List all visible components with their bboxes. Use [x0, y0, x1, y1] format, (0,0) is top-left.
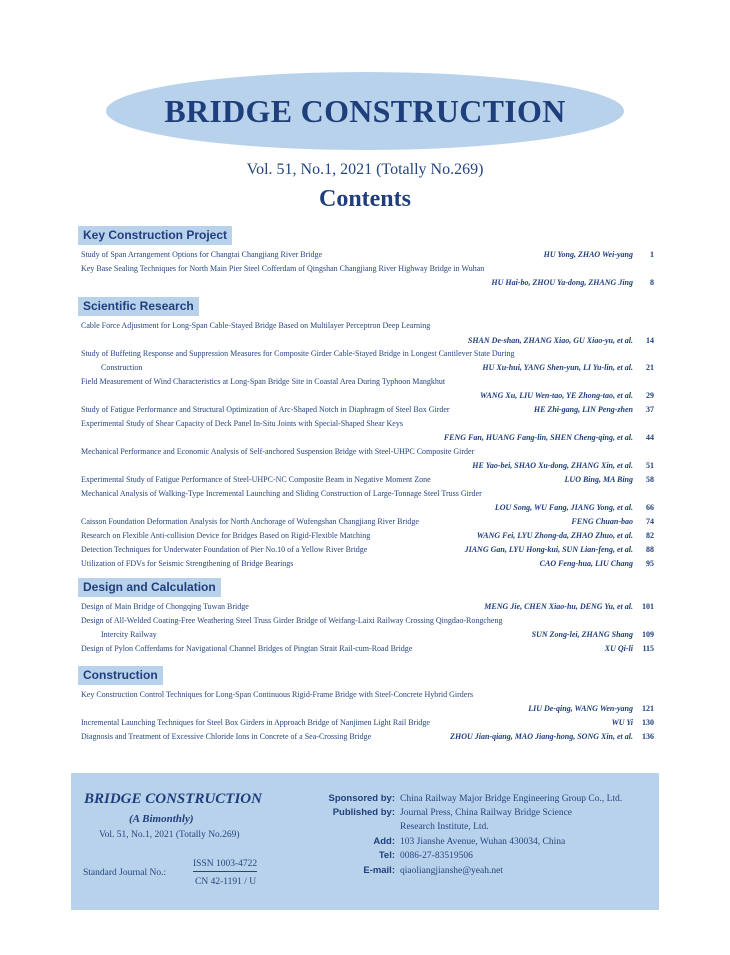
issn-number: ISSN 1003-4722	[193, 859, 257, 872]
entry-title-continued: Intercity Railway	[101, 630, 157, 639]
standard-journal-label: Standard Journal No.:	[83, 868, 167, 878]
entry-page: 66	[646, 503, 654, 512]
tel-label: Tel:	[378, 850, 395, 861]
entry-page: 115	[642, 644, 654, 653]
toc-entry[interactable]	[81, 689, 654, 701]
entry-title: Field Measurement of Wind Characteristics at Long-Span Bridge Site in Coastal Area During Typhoon Mangkhut	[81, 377, 446, 386]
toc-entry-continued	[81, 390, 654, 402]
entry-page: 1	[650, 250, 654, 259]
toc-entry[interactable]	[81, 320, 654, 332]
entry-title: Study of Span Arrangement Options for Changtai Changjiang River Bridge	[81, 250, 323, 259]
entry-page: 14	[646, 336, 654, 345]
published-row	[71, 806, 659, 820]
toc-entry[interactable]	[81, 615, 654, 627]
entry-page: 136	[642, 732, 654, 741]
entry-authors: HE Zhi-gang, LIN Peng-zhen	[533, 405, 633, 414]
entry-authors: HU Xu-hui, YANG Shen-yun, LI Yu-lin, et al.	[482, 363, 633, 372]
published-row-continued	[71, 820, 659, 834]
toc-entry[interactable]	[81, 376, 654, 388]
volume-line: Vol. 51, No.1, 2021 (Totally No.269)	[246, 161, 484, 178]
toc-entry-continued	[81, 703, 654, 715]
entry-page: 130	[642, 718, 654, 727]
entry-title: Incremental Launching Techniques for Steel Box Girders in Approach Bridge of Nanjimen Light Rail Bridge	[81, 718, 430, 727]
toc-entry[interactable]	[81, 474, 654, 486]
entry-authors: XU Qi-li	[604, 644, 633, 653]
entry-page: 44	[646, 433, 654, 442]
email-value[interactable]: qiaoliangjianshe@yeah.net	[400, 866, 503, 876]
entry-authors: FENG Chuan-bao	[571, 517, 633, 526]
entry-authors: SHAN De-shan, ZHANG Xiao, GU Xiao-yu, et al.	[467, 336, 633, 345]
entry-authors: WANG Xu, LIU Wen-tao, YE Zhong-tao, et al.	[480, 391, 633, 400]
entry-page: 74	[646, 517, 654, 526]
entry-authors: ZHOU Jian-qiang, MAO Jiang-hong, SONG Xin, et al.	[450, 732, 633, 741]
toc-entry[interactable]	[81, 544, 654, 556]
section-heading: Scientific Research	[78, 297, 199, 316]
toc-entry[interactable]	[81, 446, 654, 458]
toc-entry-continued	[81, 277, 654, 289]
entry-title: Design of Main Bridge of Chongqing Tuwan Bridge	[81, 602, 249, 611]
entry-title: Caisson Foundation Deformation Analysis for North Anchorage of Wufengshan Changjiang River Bridge	[81, 517, 419, 526]
footer-journal-title: BRIDGE CONSTRUCTION	[84, 791, 262, 807]
entry-authors: CAO Feng-hua, LIU Chang	[539, 559, 633, 568]
entry-authors: MENG Jie, CHEN Xiao-hu, DENG Yu, et al.	[484, 602, 633, 611]
sponsored-row	[71, 792, 659, 806]
section-heading: Key Construction Project	[78, 226, 232, 245]
entry-title: Research on Flexible Anti-collision Device for Bridges Based on Rigid-Flexible Matching	[81, 531, 371, 540]
address-row	[71, 835, 659, 849]
address-label: Add:	[373, 836, 395, 847]
entry-title-continued: Construction	[101, 363, 143, 372]
toc-entry-continued	[81, 460, 654, 472]
entry-authors: HU Yong, ZHAO Wei-yang	[543, 250, 633, 259]
email-row	[71, 864, 659, 878]
entry-authors: LIU De-qing, WANG Wen-yang	[528, 704, 633, 713]
entry-title: Design of Pylon Cofferdams for Navigational Channel Bridges of Pingtan Strait Rail-cum-Road Bridge	[81, 644, 413, 653]
toc-entry-continued	[81, 432, 654, 444]
toc-entry[interactable]	[81, 558, 654, 570]
entry-page: 21	[646, 363, 654, 372]
toc-entry[interactable]	[81, 717, 654, 729]
entry-authors: HU Hai-bo, ZHOU Ya-dong, ZHANG Jing	[491, 278, 633, 287]
toc-entry[interactable]	[81, 530, 654, 542]
toc-entry[interactable]	[81, 249, 654, 261]
entry-title: Experimental Study of Fatigue Performance of Steel-UHPC-NC Composite Beam in Negative Moment Zone	[81, 475, 431, 484]
entry-page: 121	[642, 704, 654, 713]
footer-frequency: (A Bimonthly)	[129, 813, 194, 825]
toc-entry[interactable]	[81, 418, 654, 430]
entry-page: 82	[646, 531, 654, 540]
toc-entry-continued	[81, 502, 654, 514]
section-heading: Construction	[78, 666, 163, 685]
entry-authors: JIANG Gan, LYU Hong-kui, SUN Lian-feng, et al.	[464, 545, 633, 554]
cn-number: CN 42-1191 / U	[195, 877, 257, 887]
entry-title: Mechanical Performance and Economic Analysis of Self-anchored Suspension Bridge with Steel-UHPC Composite Girder	[81, 447, 475, 456]
published-value-continued: Research Institute, Ltd.	[400, 822, 489, 832]
address-value: 103 Jianshe Avenue, Wuhan 430034, China	[400, 837, 566, 847]
sponsored-label: Sponsored by:	[328, 793, 395, 804]
entry-authors: LUO Bing, MA Bing	[564, 475, 633, 484]
entry-authors: WANG Fei, LYU Zhong-da, ZHAO Zhuo, et al.	[476, 531, 633, 540]
entry-authors: LOU Song, WU Fang, JIANG Yong, et al.	[494, 503, 633, 512]
tel-value: 0086-27-83519506	[400, 851, 473, 861]
toc-entry[interactable]	[81, 731, 654, 743]
entry-title: Study of Fatigue Performance and Structural Optimization of Arc-Shaped Notch in Diaphragm of Steel Box Girder	[81, 405, 450, 414]
published-value: Journal Press, China Railway Bridge Science	[400, 808, 573, 818]
toc-entry[interactable]	[81, 348, 654, 360]
entry-title: Mechanical Analysis of Walking-Type Incremental Launching and Sliding Construction of Large-Tonnage Steel Truss Girder	[81, 489, 482, 498]
entry-page: 109	[642, 630, 654, 639]
entry-page: 58	[646, 475, 654, 484]
entry-title: Detection Techniques for Underwater Foundation of Pier No.10 of a Yellow River Bridge	[81, 545, 368, 554]
entry-title: Diagnosis and Treatment of Excessive Chloride Ions in Concrete of a Sea-Crossing Bridge	[81, 732, 372, 741]
entry-page: 29	[646, 391, 654, 400]
toc-entry-continued	[81, 362, 654, 374]
entry-page: 95	[646, 559, 654, 568]
entry-page: 88	[646, 545, 654, 554]
toc-entry[interactable]	[81, 516, 654, 528]
toc-entry[interactable]	[81, 488, 654, 500]
entry-page: 101	[642, 602, 654, 611]
published-label: Published by:	[332, 807, 395, 818]
entry-title: Experimental Study of Shear Capacity of Deck Panel In-Situ Joints with Special-Shaped Shear Keys	[81, 419, 403, 428]
toc-entry[interactable]	[81, 404, 654, 416]
toc-entry[interactable]	[81, 263, 654, 275]
entry-page: 37	[646, 405, 654, 414]
entry-page: 8	[650, 278, 654, 287]
tel-row	[71, 849, 659, 863]
entry-authors: FENG Fan, HUANG Fang-lin, SHEN Cheng-qing, et al.	[443, 433, 633, 442]
entry-title: Cable Force Adjustment for Long-Span Cable-Stayed Bridge Based on Multilayer Perceptron Deep Learning	[81, 321, 431, 330]
sponsored-value: China Railway Major Bridge Engineering Group Co., Ltd.	[400, 794, 623, 804]
entry-authors: SUN Zong-lei, ZHANG Shang	[531, 630, 633, 639]
entry-title: Study of Buffeting Response and Suppression Measures for Composite Girder Cable-Stayed Bridge in Longest Cantilever State During	[81, 349, 515, 358]
footer-volume-line: Vol. 51, No.1, 2021 (Totally No.269)	[99, 830, 240, 840]
entry-title: Key Construction Control Techniques for Long-Span Continuous Rigid-Frame Bridge with Steel-Concrete Hybrid Girders	[81, 690, 474, 699]
entry-authors: WU Yi	[611, 718, 633, 727]
journal-title-banner	[106, 72, 624, 150]
toc-entry-continued	[81, 629, 654, 641]
journal-info-box	[71, 773, 659, 910]
toc-entry-continued	[81, 335, 654, 347]
contents-heading: Contents	[318, 186, 411, 212]
entry-title: Design of All-Welded Coating-Free Weathering Steel Truss Girder Bridge of Weifang-Laixi Railway Crossing Qingdao-Rongcheng	[81, 616, 503, 625]
section-heading: Design and Calculation	[78, 578, 221, 597]
toc-entry[interactable]	[81, 643, 654, 655]
email-label: E-mail:	[363, 865, 395, 876]
entry-page: 51	[646, 461, 654, 470]
toc-entry[interactable]	[81, 601, 654, 613]
entry-authors: HE Yao-bei, SHAO Xu-dong, ZHANG Xin, et al.	[472, 461, 633, 470]
journal-title: BRIDGE CONSTRUCTION	[164, 92, 566, 129]
entry-title: Utilization of FDVs for Seismic Strengthening of Bridge Bearings	[81, 559, 294, 568]
entry-title: Key Base Sealing Techniques for North Main Pier Steel Cofferdam of Qingshan Changjiang River Highway Bridge in Wuhan	[81, 264, 485, 273]
